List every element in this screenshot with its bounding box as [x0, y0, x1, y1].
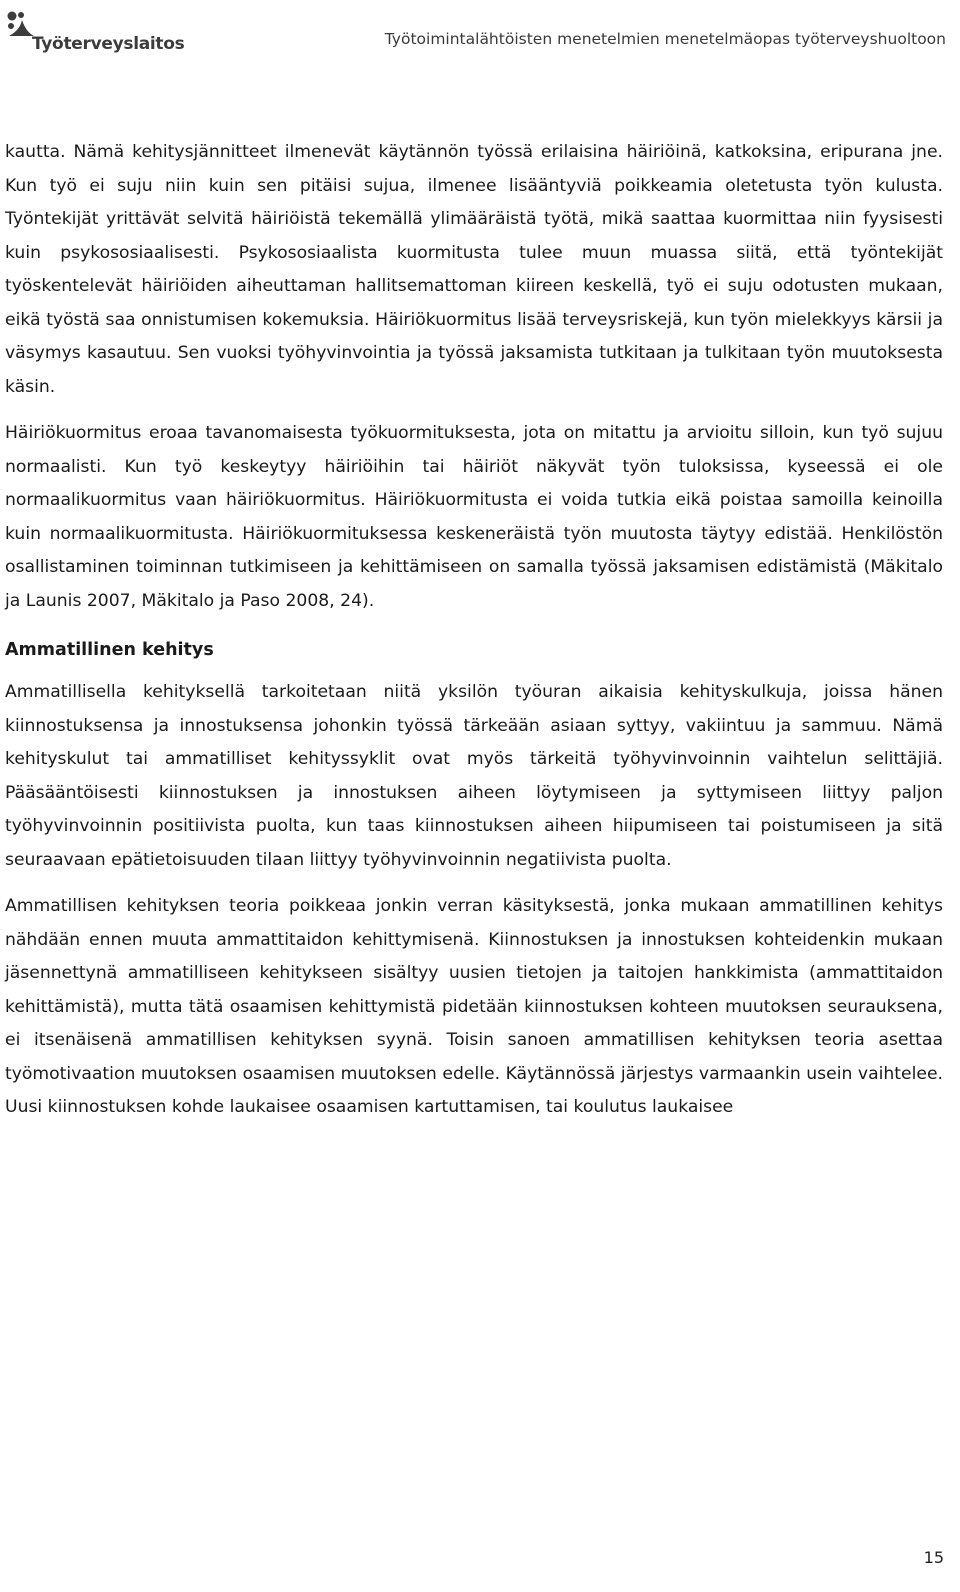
header-title: Työtoimintalähtöisten menetelmien menetelmäopas työterveyshuoltoon	[384, 30, 946, 48]
page-number: 15	[923, 1548, 944, 1567]
page-header	[0, 0, 960, 70]
body-paragraph-1: kautta. Nämä kehitysjännitteet ilmenevät käytännön työssä erilaisina häiriöinä, katkoksina, eripurana jne. Kun työ ei suju niin kuin sen pitäisi sujua, ilmenee lisääntyviä poikkeamia oletetusta työn kulusta. Työntekijät yrittävät selvitä häiriöistä tekemällä ylimääräistä työtä, mikä saattaa kuormittaa niin fyysisesti kuin psykososiaalisesti. Psykososiaalista kuormitusta tulee muun muassa siitä, että työntekijät työskentelevät häiriöiden aiheuttaman hallitsemattoman kiireen keskellä, työ ei suju odotusten mukaan, eikä työstä saa onnistumisen kokemuksia. Häiriökuormitus lisää terveysriskejä, kun työn mielekkyys kärsii ja väsymys kasautuu. Sen vuoksi työhyvinvointia ja työssä jaksamista tutkitaan ja tulkitaan työn muutoksesta käsin.	[5, 142, 943, 397]
body-paragraph-4: Ammatillisen kehityksen teoria poikkeaa jonkin verran käsityksestä, jonka mukaan ammatillinen kehitys nähdään ennen muuta ammattitaidon kehittymisenä. Kiinnostuksen ja innostuksen kohteidenkin mukaan jäsennettynä ammatilliseen kehitykseen sisältyy uusien tietojen ja taitojen hankkimista (ammattitaidon kehittämistä), mutta tätä osaamisen kehittymistä pidetään kiinnostuksen kohteen muutoksen seurauksena, ei itsenäisenä ammatillisen kehityksen syynä. Toisin sanoen ammatillisen kehityksen teoria asettaa työmotivaation muutoksen osaamisen muutoksen edelle. Käytännössä järjestys varmaankin usein vaihtelee. Uusi kiinnostuksen kohde laukaisee osaamisen kartuttamisen, tai koulutus laukaisee	[5, 896, 943, 1117]
page-number-footer	[0, 1548, 944, 1567]
logo-text: Työterveyslaitos	[32, 34, 185, 54]
body-paragraph-3: Ammatillisella kehityksellä tarkoitetaan niitä yksilön työuran aikaisia kehityskulkuja, joissa hänen kiinnostuksensa ja innostuksensa johonkin työssä tärkeään asiaan syttyy, vakiintuu ja sammuu. Nämä kehityskulut tai ammatilliset kehityssyklit ovat myös tärkeitä työhyvinvoinnin vaihtelun selittäjiä. Pääsääntöisesti kiinnostuksen ja innostuksen aiheen löytymiseen ja syttymiseen liittyy paljon työhyvinvoinnin positiivista puolta, kun taas kiinnostuksen aiheen hiipumiseen tai poistumiseen ja sitä seuraavaan epätietoisuuden tilaan liittyy työhyvinvoinnin negatiivista puolta.	[5, 682, 943, 870]
tyoterveyslaitos-logo	[6, 10, 185, 58]
body-paragraph-2: Häiriökuormitus eroaa tavanomaisesta työkuormituksesta, jota on mitattu ja arvioitu silloin, kun työ sujuu normaalisti. Kun työ keskeytyy häiriöihin tai häiriöt näkyvät työn tuloksissa, kyseessä ei ole normaalikuormitus vaan häiriökuormitus. Häiriökuormitusta ei voida tutkia eikä poistaa samoilla keinoilla kuin normaalikuormitusta. Häiriökuormituksessa keskeneräistä työn muutosta täytyy edistää. Henkilöstön osallistaminen toiminnan tutkimiseen ja kehittämiseen on samalla työssä jaksamisen edistämistä (Mäkitalo ja Launis 2007, Mäkitalo ja Paso 2008, 24).	[5, 423, 943, 611]
main-content	[5, 136, 943, 1125]
section-heading: Ammatillinen kehitys	[5, 640, 214, 660]
